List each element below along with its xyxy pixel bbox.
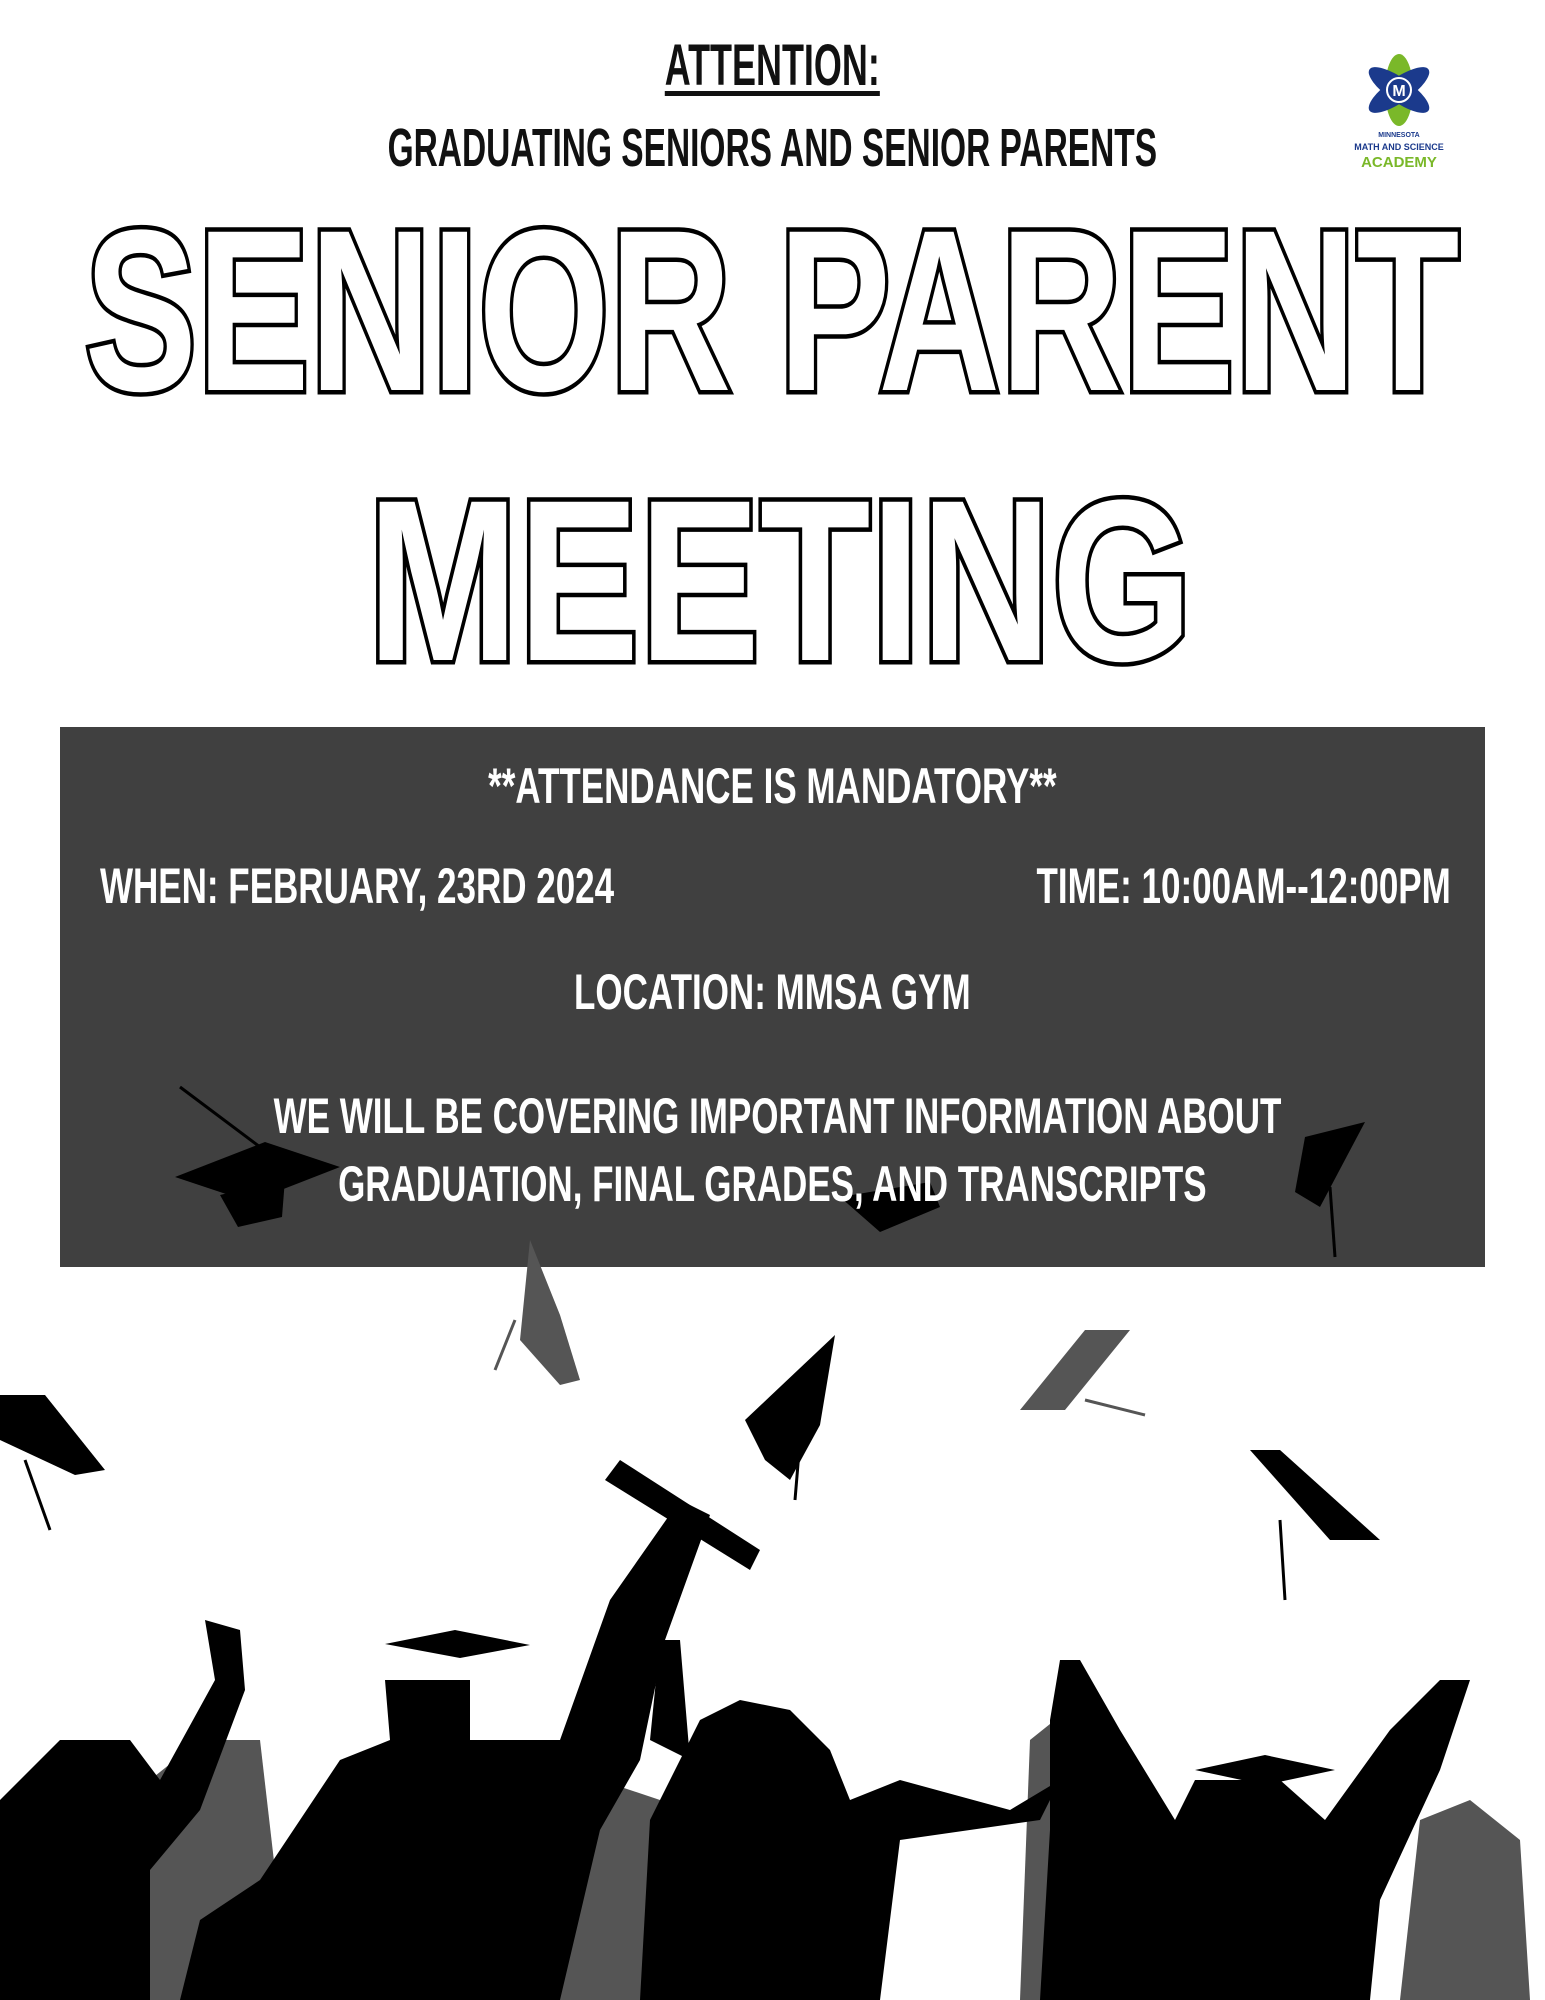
flying-cap-icon [0,1395,105,1530]
flying-cap-icon [495,1240,580,1385]
flying-cap-icon [1020,1330,1145,1415]
attention-heading: ATTENTION: [664,33,880,98]
svg-text:M: M [1392,83,1406,100]
meeting-date-text: WHEN: FEBRUARY, 23RD 2024 [100,858,615,914]
school-logo [1343,50,1455,178]
title-line-2: MEETING [367,452,1193,709]
graduates-silhouette-icon [0,1040,1545,2000]
audience-subheading: GRADUATING SENIORS AND SENIOR PARENTS [387,118,1158,178]
logo-academy-text: ACADEMY [1361,154,1437,171]
meeting-time-text: TIME: 10:00AM--12:00PM [1036,858,1451,914]
logo-state-text: MINNESOTA [1378,132,1420,139]
meeting-location-text: LOCATION: MMSA GYM [574,964,971,1020]
flying-cap-icon [1250,1450,1380,1600]
flying-cap-icon [745,1335,835,1500]
agenda-text-line-1: WE WILL BE COVERING IMPORTANT INFORMATION ABOUT [273,1088,1282,1144]
logo-name-text: MATH AND SCIENCE [1354,142,1444,152]
attendance-mandatory-text: **ATTENDANCE IS MANDATORY** [488,758,1057,814]
atom-logo-icon [1343,50,1455,132]
meeting-title [0,190,1545,710]
title-line-1: SENIOR PARENT [84,190,1460,439]
agenda-text-line-2: GRADUATION, FINAL GRADES, AND TRANSCRIPTS [338,1156,1207,1212]
